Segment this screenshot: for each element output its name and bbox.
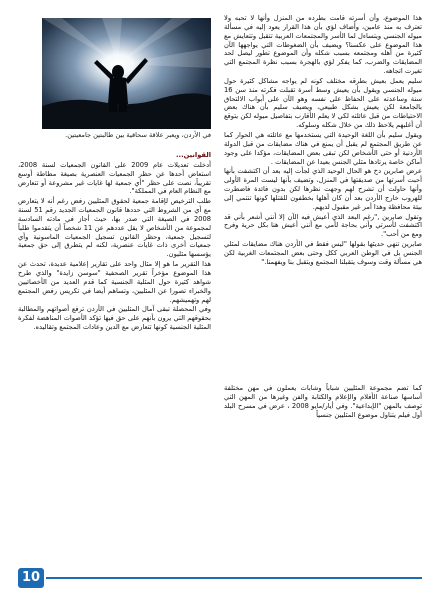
left-column (18, 151, 211, 332)
paragraph: هذا التقرير ما هو إلا مثال واحد على تقارير إعلامية عديدة، تحدث عن هذا الموضوع مؤخراً تقرير الصحفية "سوسن زايدة" والذي طرح شواهد كثيرة حول المثلية الجنسية كما قدم العديد من الأخصائيين والخبراء تصورا عن المثليين، وتساهم أيضا في تكريس رفض المجتمع لهم وتهميشهم. (18, 260, 211, 304)
bottom-column (224, 384, 422, 419)
paragraph: عرض صابرين دخ هو الحال الوحيد الذي لجأت إليه بعد أن اكتشفت بأنها أحبت أسرتها من صديقتها في المنزل، وتضيف بأنها ليست المرة الأولى وأنها حاولت أن تشرح لهم وجهت نظرها لكن بدون فائدة فاضطرت للهروب خارج الأردن بعد أن كان أهلها بخطفون للقتلها كونها تنتمي إلى بيئة محافظة وهذا أمر غير مقبول لديهم. (224, 167, 422, 211)
paragraph: طلب الترخيص لإقامة جمعية لحقوق المثليين رفض رغم أنه لا يتعارض مع أي من الشروط التي حددها قانون الجمعيات الجديد رقم 51 لسنة 2008 في الصيغة التي صدر بها، حيث أجاز في مادته السادسة لمجموعة من الأشخاص لا يقل عددهم عن 11 شخصاً أن يتقدموا طلباً لتسجيل جمعية، وحظر القانون تسجيل الجمعيات الماسونية وأي جمعيات أخرى ذات غايات عنصرية، لكنه لم يتطرق إلى حق جمعية يؤسسها مثليون. (18, 197, 211, 259)
page-number: 10 (18, 568, 44, 588)
paragraph: وفي المحصلة تبقى آمال المثليين في الأردن ترفع أصواتهم والمطالبة بحقوقهم التي يرون بأنهم على حق فيها تؤكد الأصوات المناهضة لفكرة المثلية الجنسية كونها تتعارض مع الدين وعادات المجتمع وتقاليده. (18, 305, 211, 332)
photo-image (42, 18, 211, 129)
right-column (224, 14, 422, 267)
paragraph: ويقول سليم بأن اللغة الوحيدة التي يستخدمها مع عائلته هي الحوار كما عن طريق المجتمع لم يقبل أن يمنع في هناك مضايقات من قبل الدولة الأردنية أو حتى الأشخاص لكن تبقى بعض المضايقات، مؤكدا على وجود أماكن خاصة يرتادها مثلي الجنس بعيدا عن المضايقات . (224, 130, 422, 166)
paragraph: سليم يعمل بعيش بطرقه مختلف كونه لم يواجه مشاكل كثيرة حول ميوله الجنسي ويقول بأن يعيش وسط أسرة تقبلت فكرته منذ سن 16 سنة وساعدته على الحفاظ على نفسه وهو الآن على أبواب الالتحاق بالجامعة لكن يعيش بشكل طبيعي، ويضيف سليم بأن هناك بعض الاحتياطات من قبل عائلته لكي لا يعلم الأقارب بتفاصيل ميوله لكن يتوقع أن أغلبهم يلاحظ ذلك من خلال شكله وسلوكه. (224, 76, 422, 130)
paragraph: أدخلت تعديلات عام 2009 على القانون الجمعيات لسنة 2008، استعاض أحدها عن حظر الجمعيات العنصرية بصيغة مطاطة أوسع تقريباً، نصت على حظر "أي جمعية لها غايات غير مشروعة أو تتعارض مع النظام العام في المملكة". (18, 160, 211, 196)
paragraph: صابرين تنهي حديثها بقولها "ليس فقط في الأردن هناك مضايقات لمثلي الجنس بل في الوطن العربي ككل وحتى بعض المجتمعات الغربية لكن هي مسألة وقت وسوف يتقبلنا المجتمع ويتقبل بنا ويفهمنا." (224, 240, 422, 266)
footer-rule (46, 577, 422, 579)
paragraph: هذا الموضوع، وأن أسرته قامت بطرده من المنزل وأنها لا تحبه ولا تعترف به منذ عامين، وأضاف لؤي بأن هذا القرار يعود إليه في مسألة ميوله الجنسي ويتساءل لما الأسر والمجتمعات العربية تتقبل وتتعايش مع هذا الموضوع على عكسنا؟ ويضيف بأن الضغوطات التي يواجهها الآن كثيرة من أهله ومجتمعه بسبب شكله وأن الموضوع تطور ليصل لحد المضايقات والضرب، كما يفكر لؤي بالهجرة بسبب نظرة المجتمع التي تغيرت اتجاهه. (224, 14, 422, 76)
silhouette-photo (42, 18, 211, 129)
paragraph: كما تضم مجموعة المثليين شباباً وشابات يعملون في مهن مختلفة أساسها صناعة الأفلام والإعلام والكتابة والفن وغيرها من المهن التي توصف بالمهن "الإبداعية". وفي أيار/مايو 2008 ، عرض في مسرح البلد أول فيلم يتناول موضوع المثليين جنسياً (224, 384, 422, 419)
section-heading: القوانين... (176, 151, 211, 159)
paragraph: وتقول صابرين ,"رغم البعد الذي أعيش فيه الآن إلا أنني أشعر بأني قد اكتشفت لأسرتي وأني بحاجة لأمي مع أنني أعيش هنا بكل حرية وفرح ومع من أحب". (224, 212, 422, 239)
photo-caption: في الأردن، ويعبر علاقة سحاقية بين طالبتين جامعيتين. (65, 131, 211, 139)
